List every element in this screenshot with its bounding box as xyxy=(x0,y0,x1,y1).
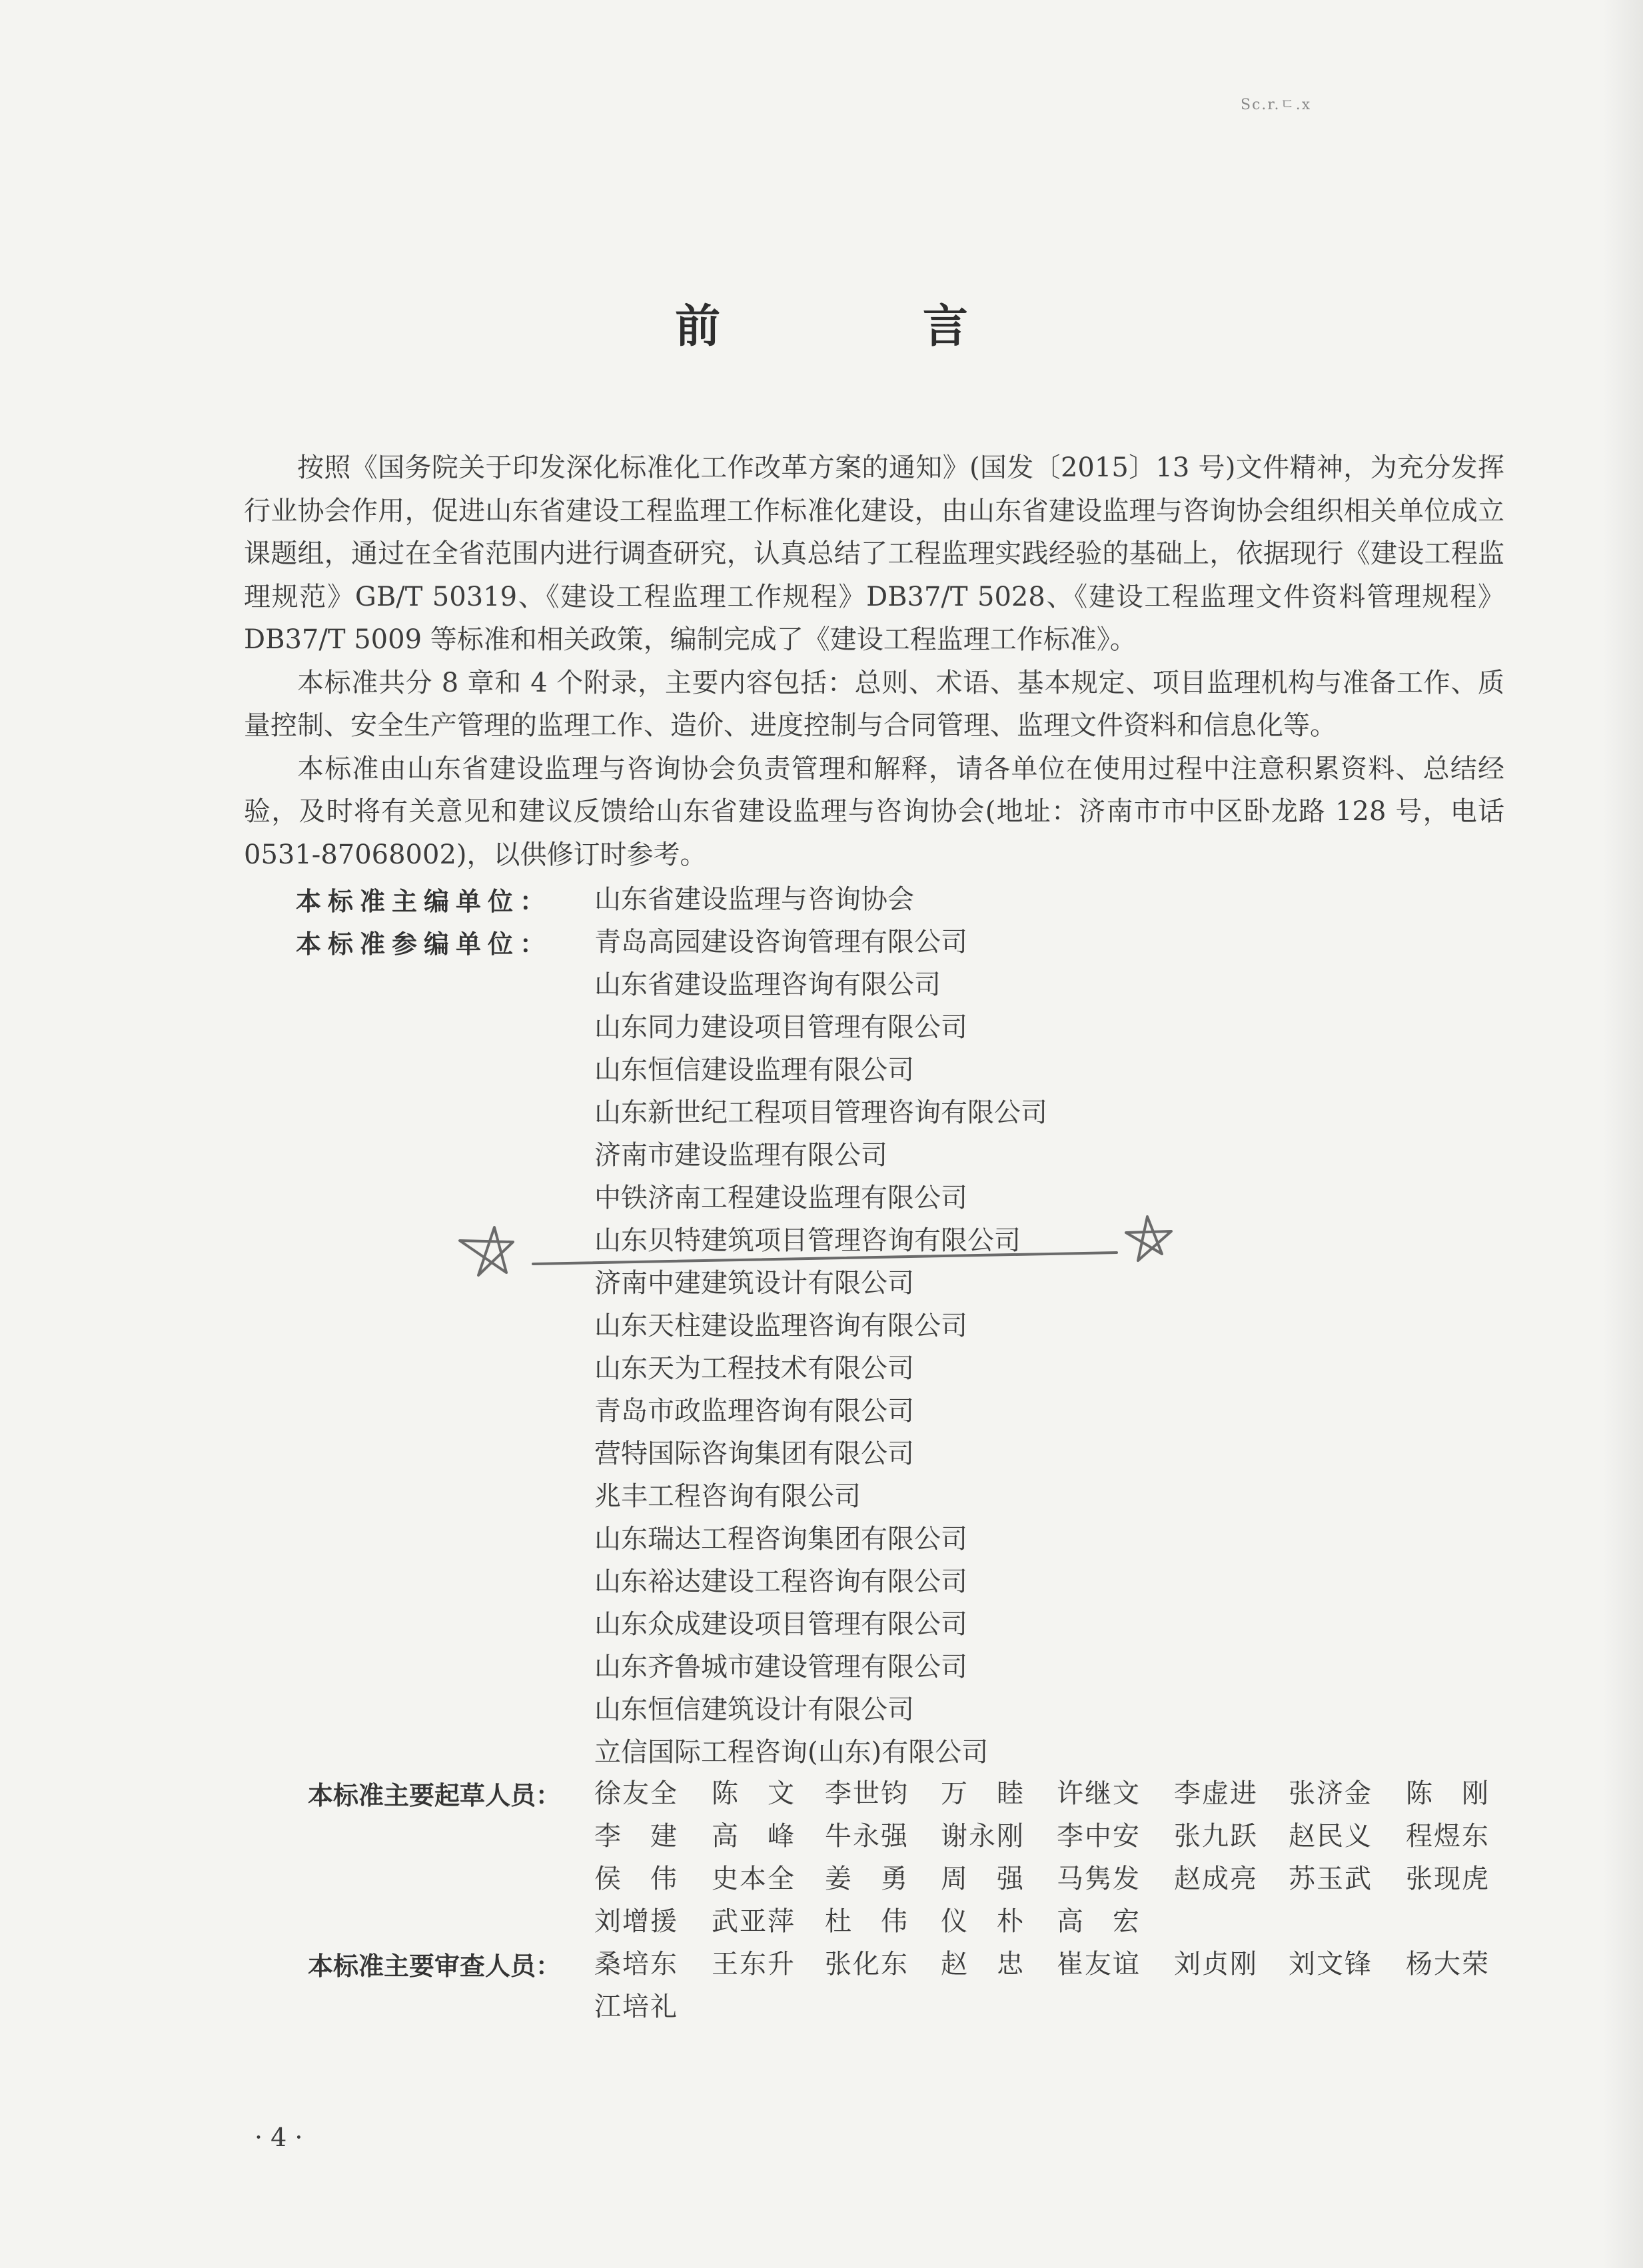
drafter-name: 李 建 xyxy=(594,1821,678,1852)
drafter-name: 史本全 xyxy=(712,1864,796,1894)
drafter-name: 谢永刚 xyxy=(941,1821,1025,1852)
participant-org: 山东新世纪工程项目管理咨询有限公司 xyxy=(594,1097,1047,1128)
chief-editor-org: 山东省建设监理与咨询协会 xyxy=(594,884,914,915)
participant-org: 中铁济南工程建设监理有限公司 xyxy=(594,1183,967,1213)
drafter-name: 杜 伟 xyxy=(825,1906,909,1937)
participant-org: 济南市建设监理有限公司 xyxy=(594,1140,887,1171)
participant-org: 山东同力建设项目管理有限公司 xyxy=(594,1012,967,1043)
drafter-name: 赵民义 xyxy=(1289,1821,1372,1852)
drafter-name: 侯 伟 xyxy=(594,1864,678,1894)
drafters-label: 本标准主要起草人员： xyxy=(308,1781,562,1810)
participant-org: 山东恒信建筑设计有限公司 xyxy=(594,1694,914,1725)
drafter-name: 陈 刚 xyxy=(1406,1778,1490,1809)
drafter-name: 周 强 xyxy=(941,1864,1025,1894)
drafter-name: 牛永强 xyxy=(825,1821,909,1852)
right-star-icon xyxy=(1126,1217,1171,1261)
participant-org: 兆丰工程咨询有限公司 xyxy=(594,1481,861,1512)
corner-handwritten-note: Sc.r.ㄷ.x xyxy=(1241,97,1312,113)
participants-label: 本标准参编单位： xyxy=(296,929,552,959)
participant-org: 山东裕达建设工程咨询有限公司 xyxy=(594,1566,967,1597)
paragraph: 本标准共分 8 章和 4 个附录，主要内容包括：总则、术语、基本规定、项目监理机构与准备工作、质量控制、安全生产管理的监理工作、造价、进度控制与合同管理、监理文件资料和信息化等。 xyxy=(244,667,1504,741)
participant-org: 山东天为工程技术有限公司 xyxy=(594,1353,914,1384)
participant-org: 山东齐鲁城市建设管理有限公司 xyxy=(594,1652,967,1682)
participant-org: 青岛市政监理咨询有限公司 xyxy=(594,1396,914,1426)
reviewer-name: 王东升 xyxy=(712,1949,796,1980)
participant-org: 山东众成建设项目管理有限公司 xyxy=(594,1609,967,1640)
left-star-icon xyxy=(460,1227,513,1275)
participant-org: 立信国际工程咨询(山东)有限公司 xyxy=(594,1737,989,1768)
paragraph: 本标准由山东省建设监理与咨询协会负责管理和解释，请各单位在使用过程中注意积累资料、总结经验，及时将有关意见和建议反馈给山东省建设监理与咨询协会(地址：济南市市中区卧龙路 128 号，电话 0531-87068002)，以供修订时参考。 xyxy=(244,753,1504,870)
drafter-name: 张济金 xyxy=(1289,1778,1372,1809)
participant-org: 山东省建设监理咨询有限公司 xyxy=(594,969,941,1000)
reviewer-name: 江培礼 xyxy=(594,1991,678,2022)
participant-org: 山东贝特建筑项目管理咨询有限公司 xyxy=(594,1225,1021,1256)
drafter-name: 刘增援 xyxy=(594,1906,678,1937)
drafter-name: 李世钧 xyxy=(825,1778,909,1809)
participant-org: 青岛高园建设咨询管理有限公司 xyxy=(594,927,967,957)
drafter-name: 李中安 xyxy=(1057,1821,1141,1852)
drafter-name: 程煜东 xyxy=(1406,1821,1490,1852)
participant-org: 山东天柱建设监理咨询有限公司 xyxy=(594,1311,967,1341)
drafter-name: 许继文 xyxy=(1057,1778,1141,1809)
reviewer-name: 刘文锋 xyxy=(1289,1949,1372,1980)
participant-org: 山东瑞达工程咨询集团有限公司 xyxy=(594,1524,967,1554)
participant-org: 山东恒信建设监理有限公司 xyxy=(594,1055,914,1085)
page-title: 前 言 xyxy=(675,300,1061,353)
reviewer-name: 崔友谊 xyxy=(1057,1949,1141,1980)
participant-org: 济南中建建筑设计有限公司 xyxy=(594,1268,914,1299)
paragraph: 按照《国务院关于印发深化标准化工作改革方案的通知》(国发〔2015〕13 号)文件精神，为充分发挥行业协会作用，促进山东省建设工程监理工作标准化建设，由山东省建设监理与咨询协会组织相关单位成立课题组，通过在全省范围内进行调查研究，认真总结了工程监理实践经验的基础上，依据现行《建设工程监理规范》GB/T 50319、《建设工程监理工作规程》DB37/T 5028、《建设工程监理文件资料管理规程》DB37/T 5009 等标准和相关政策，编制完成了《建设工程监理工作标准》。 xyxy=(244,452,1504,655)
drafter-name: 张九跃 xyxy=(1174,1821,1258,1852)
drafter-name: 陈 文 xyxy=(712,1778,796,1809)
drafter-name: 姜 勇 xyxy=(825,1864,909,1894)
participant-org: 营特国际咨询集团有限公司 xyxy=(594,1438,914,1469)
chief-editor-label: 本标准主编单位： xyxy=(296,887,552,916)
drafter-name: 马隽发 xyxy=(1057,1864,1141,1894)
reviewer-name: 张化东 xyxy=(825,1949,909,1980)
drafter-name: 张现虎 xyxy=(1406,1864,1490,1894)
reviewers-label: 本标准主要审查人员： xyxy=(308,1952,562,1981)
drafter-name: 武亚萍 xyxy=(712,1906,796,1937)
drafter-name: 李虚进 xyxy=(1174,1778,1258,1809)
reviewer-name: 赵 忠 xyxy=(941,1949,1025,1980)
drafter-name: 苏玉武 xyxy=(1289,1864,1372,1894)
drafter-name: 赵成亮 xyxy=(1174,1864,1258,1894)
reviewer-name: 桑培东 xyxy=(594,1949,678,1980)
reviewer-name: 刘贞刚 xyxy=(1174,1949,1258,1980)
drafter-name: 仪 朴 xyxy=(941,1906,1025,1937)
page-number: · 4 · xyxy=(255,2123,303,2152)
drafter-name: 徐友全 xyxy=(594,1778,678,1809)
reviewer-name: 杨大荣 xyxy=(1406,1949,1490,1980)
drafter-name: 高 宏 xyxy=(1057,1906,1141,1937)
drafter-name: 万 睦 xyxy=(941,1778,1025,1809)
underline-mark xyxy=(533,1253,1117,1264)
drafter-name: 高 峰 xyxy=(712,1821,796,1852)
